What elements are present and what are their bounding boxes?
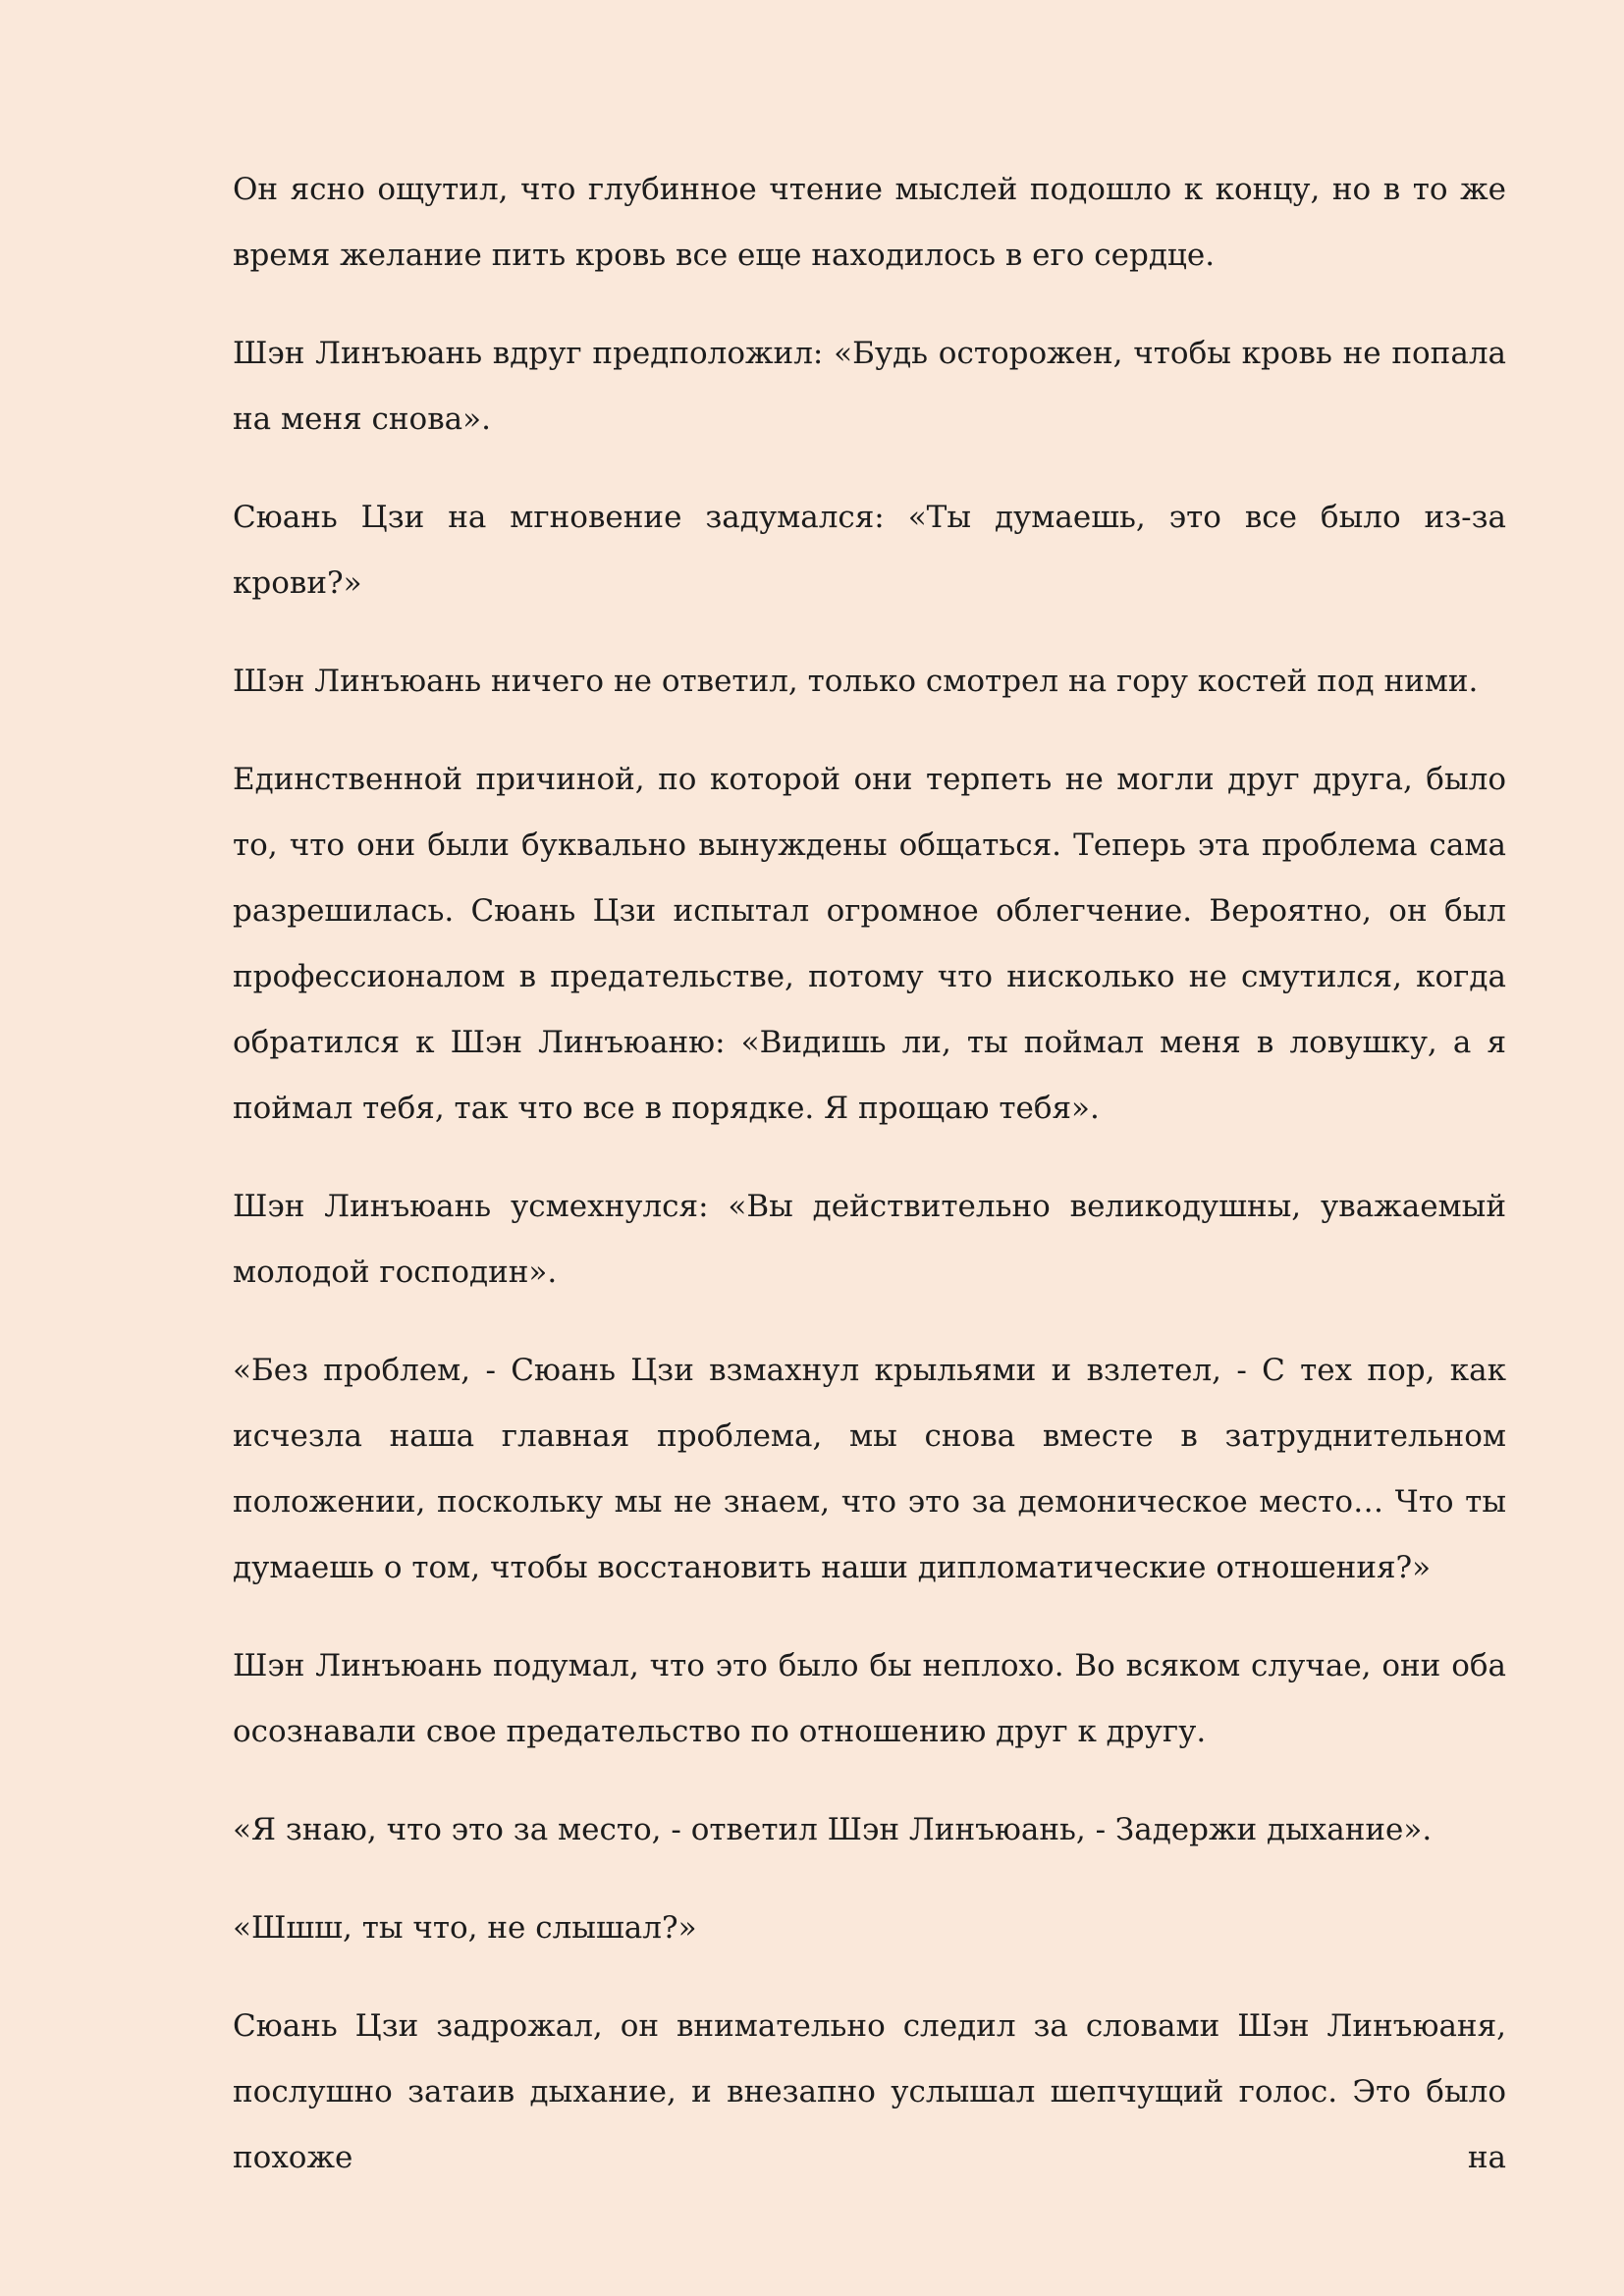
paragraph: «Шшш, ты что, не слышал?» bbox=[233, 1910, 697, 1946]
paragraph: Сюань Цзи на мгновение задумался: «Ты думаешь, это все было из-за крови?» bbox=[233, 500, 1506, 601]
paragraph: «Без проблем, - Сюань Цзи взмахнул крыльями и взлетел, - С тех пор, как исчезла наша главная проблема, мы снова вместе в затруднительном положении, поскольку мы не знаем, что это за демоническое место… Что ты думаешь о том, чтобы восстановить наши дипломатические отношения?» bbox=[233, 1353, 1506, 1585]
paragraph: Шэн Линъюань подумал, что это было бы неплохо. Во всяком случае, они оба осознавали свое предательство по отношению друг к другу. bbox=[233, 1648, 1506, 1749]
paragraph-continued: Сюань Цзи задрожал, он внимательно следил за словами Шэн Линъюаня, послушно затаив дыхание, и внезапно услышал шепчущий голос. Это было похоже на bbox=[233, 2008, 1506, 2175]
paragraph: Шэн Линъюань усмехнулся: «Вы действительно великодушны, уважаемый молодой господин». bbox=[233, 1189, 1506, 1290]
paragraph: Шэн Линъюань ничего не ответил, только смотрел на гору костей под ними. bbox=[233, 664, 1479, 699]
paragraph: Единственной причиной, по которой они терпеть не могли друг друга, было то, что они были буквально вынуждены общаться. Теперь эта проблема сама разрешилась. Сюань Цзи испытал огромное облегчение. Вероятно, он был профессионалом в предательстве, потому что нисколько не смутился, когда обратился к Шэн Линъюаню: «Видишь ли, ты поймал меня в ловушку, а я поймал тебя, так что все в порядке. Я прощаю тебя». bbox=[233, 762, 1506, 1126]
paragraph: «Я знаю, что это за место, - ответил Шэн Линъюань, - Задержи дыхание». bbox=[233, 1812, 1433, 1847]
paragraph: Он ясно ощутил, что глубинное чтение мыслей подошло к концу, но в то же время желание пить кровь все еще находилось в его сердце. bbox=[233, 172, 1506, 273]
paragraph: Шэн Линъюань вдруг предположил: «Будь осторожен, чтобы кровь не попала на меня снова». bbox=[233, 336, 1506, 437]
text-body bbox=[233, 157, 1506, 2223]
